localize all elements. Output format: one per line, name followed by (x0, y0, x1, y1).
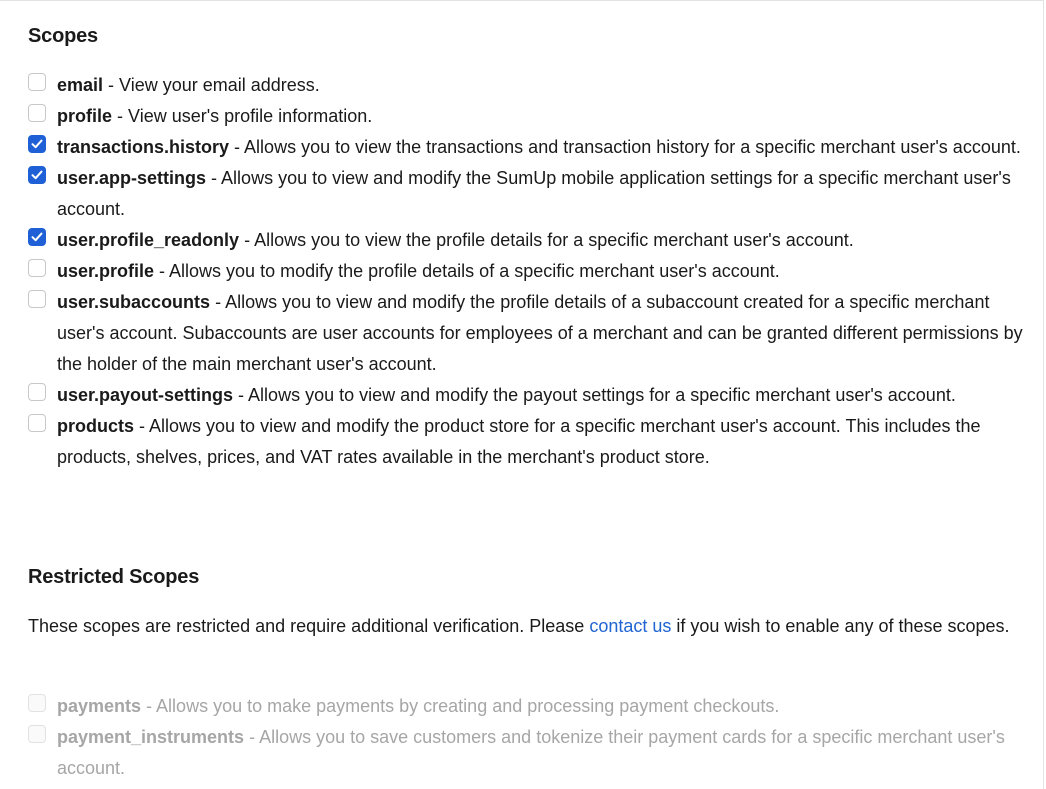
scope-description: - Allows you to save customers and tokenize their payment cards for a specific merchant user's account. (57, 727, 1005, 778)
scope-item-user-profile-readonly[interactable] (28, 225, 1028, 256)
scope-checkbox-user-subaccounts[interactable] (28, 290, 46, 308)
scope-name: payment_instruments (57, 727, 245, 747)
restricted-scope-list (28, 691, 1028, 784)
scope-checkbox-products[interactable] (28, 414, 46, 432)
scope-list (28, 70, 1028, 473)
restricted-scopes-heading: Restricted Scopes (28, 566, 200, 588)
scope-item-user-subaccounts[interactable] (28, 287, 1028, 380)
scope-item-payment-instruments (28, 722, 1028, 784)
scope-item-user-payout-settings[interactable] (28, 380, 1028, 411)
scope-description: - View user's profile information. (112, 106, 373, 126)
scope-name: transactions.history (57, 137, 230, 157)
scope-checkbox-user-profile-readonly[interactable] (28, 228, 46, 246)
scope-item-user-profile[interactable] (28, 256, 1028, 287)
scope-description: - Allows you to modify the profile details of a specific merchant user's account. (154, 261, 780, 281)
scope-checkbox-user-payout-settings[interactable] (28, 383, 46, 401)
scope-name: user.app-settings (57, 168, 207, 188)
scope-name: email (57, 75, 104, 95)
scope-name: payments (57, 696, 142, 716)
scope-checkbox-profile[interactable] (28, 104, 46, 122)
scope-description: - Allows you to make payments by creating and processing payment checkouts. (141, 696, 780, 716)
scope-description: - Allows you to view and modify the product store for a specific merchant user's account. This includes the products, shelves, prices, and VAT rates available in the merchant's product store. (57, 416, 981, 467)
scope-checkbox-user-profile[interactable] (28, 259, 46, 277)
restricted-note (28, 612, 1028, 641)
scope-description: - View your email address. (103, 75, 320, 95)
scope-checkbox-user-app-settings[interactable] (28, 166, 46, 184)
check-icon (31, 138, 43, 150)
scope-description: - Allows you to view and modify the profile details of a subaccount created for a specific merchant user's account. Subaccounts are user accounts for employees of a merchant and can be granted different permissions by the holder of the main merchant user's account. (57, 292, 1023, 374)
scope-name: products (57, 416, 135, 436)
scope-item-profile[interactable] (28, 101, 1028, 132)
scope-description: - Allows you to view and modify the payout settings for a specific merchant user's account. (233, 385, 956, 405)
scope-name: profile (57, 106, 113, 126)
scope-description: - Allows you to view the profile details for a specific merchant user's account. (239, 230, 854, 250)
restricted-note-text-end: if you wish to enable any of these scopes. (671, 616, 1010, 636)
scope-name: user.profile (57, 261, 155, 281)
scope-name: user.profile_readonly (57, 230, 240, 250)
scope-name: user.payout-settings (57, 385, 234, 405)
scope-checkbox-payment-instruments (28, 725, 46, 743)
scope-item-email[interactable] (28, 70, 1028, 101)
restricted-note-text: These scopes are restricted and require additional verification. Please (28, 616, 590, 636)
contact-us-link[interactable]: contact us (589, 616, 672, 636)
scope-checkbox-email[interactable] (28, 73, 46, 91)
scopes-heading: Scopes (28, 25, 98, 47)
scope-description: - Allows you to view the transactions and transaction history for a specific merchant user's account. (229, 137, 1021, 157)
check-icon (31, 169, 43, 181)
check-icon (31, 231, 43, 243)
scope-item-user-app-settings[interactable] (28, 163, 1028, 225)
scope-item-products[interactable] (28, 411, 1028, 473)
scope-item-payments (28, 691, 1028, 722)
scope-item-transactions-history[interactable] (28, 132, 1028, 163)
scope-checkbox-payments (28, 694, 46, 712)
scope-description: - Allows you to view and modify the SumUp mobile application settings for a specific merchant user's account. (57, 168, 1011, 219)
scope-checkbox-transactions-history[interactable] (28, 135, 46, 153)
scope-name: user.subaccounts (57, 292, 211, 312)
